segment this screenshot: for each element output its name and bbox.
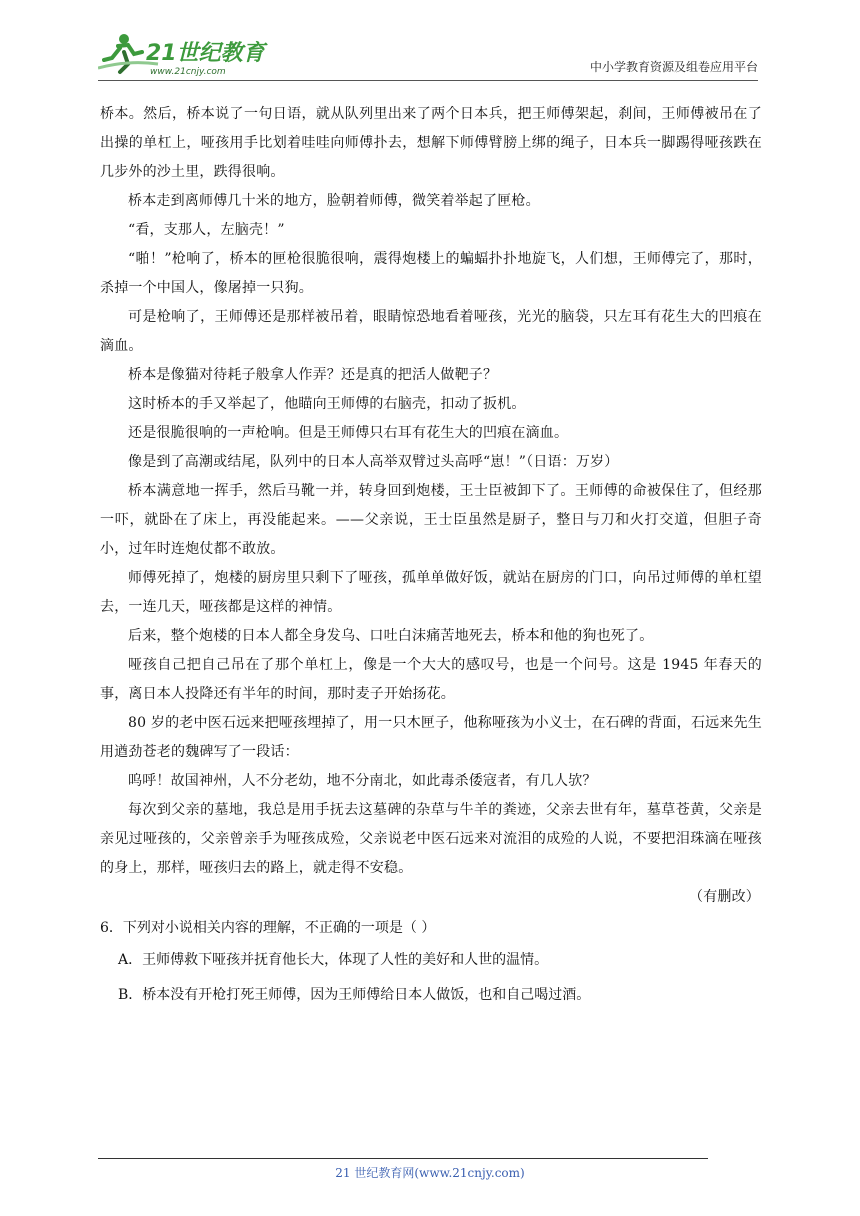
svg-text:21世纪教育: 21世纪教育 <box>146 41 265 66</box>
question-stem: 6．下列对小说相关内容的理解，不正确的一项是（ ） <box>100 920 436 936</box>
article-body <box>100 100 762 1013</box>
paragraph: 桥本走到离师傅几十米的地方，脸朝着师傅，微笑着举起了匣枪。 <box>128 193 540 209</box>
paragraph: 后来，整个炮楼的日本人都全身发乌、口吐白沫痛苦地死去，桥本和他的狗也死了。 <box>128 628 654 644</box>
paragraph: 哑孩自己把自己吊在了那个单杠上，像是一个大大的感叹号，也是一个问号。这是 1945 年春天的事，离日本人投降还有半年的时间，那时麦子开始扬花。 <box>100 657 762 702</box>
site-logo <box>98 30 268 78</box>
paragraph: 这时桥本的手又举起了，他瞄向王师傅的右脑壳，扣动了扳机。 <box>128 396 526 412</box>
paragraph: 80 岁的老中医石远来把哑孩埋掉了，用一只木匣子，他称哑孩为小义士，在石碑的背面，石远来先生用遒劲苍老的魏碑写了一段话： <box>100 715 762 760</box>
paragraph: 桥本。然后，桥本说了一句日语，就从队列里出来了两个日本兵，把王师傅架起，刹间，王师傅被吊在了出操的单杠上，哑孩用手比划着哇哇向师傅扑去，想解下师傅臂膀上绑的绳子，日本兵一脚踢得哑孩跌在几步外的沙土里，跌得很响。 <box>100 106 762 180</box>
option-b: B．桥本没有开枪打死王师傅，因为王师傅给日本人做饭，也和自己喝过酒。 <box>118 987 591 1003</box>
paragraph: “啪！”枪响了，桥本的匣枪很脆很响，震得炮楼上的蝙蝠扑扑地旋飞，人们想，王师傅完了，那时，杀掉一个中国人，像屠掉一只狗。 <box>100 251 762 296</box>
header-divider <box>98 80 758 81</box>
option-a: A．王师傅救下哑孩并抚育他长大，体现了人性的美好和人世的温情。 <box>118 952 549 968</box>
paragraph: 呜呼！故国神州，人不分老幼，地不分南北，如此毒杀倭寇者，有几人欤？ <box>128 773 597 789</box>
platform-title: 中小学教育资源及组卷应用平台 <box>589 60 758 74</box>
paragraph: 还是很脆很响的一声枪响。但是王师傅只右耳有花生大的凹痕在滴血。 <box>128 425 569 441</box>
paragraph: 像是到了高潮或结尾，队列中的日本人高举双臂过头高呼“崽！”（日语：万岁） <box>128 454 619 470</box>
footer-divider <box>98 1158 708 1159</box>
paragraph: 师傅死掉了，炮楼的厨房里只剩下了哑孩，孤单单做好饭，就站在厨房的门口，向吊过师傅的单杠望去，一连几天，哑孩都是这样的神情。 <box>100 570 762 615</box>
paragraph: 桥本是像猫对待耗子般拿人作弄？还是真的把活人做靶子？ <box>128 367 498 383</box>
paragraph: “看，支那人，左脑壳！” <box>128 222 285 238</box>
paragraph: 每次到父亲的墓地，我总是用手抚去这墓碑的杂草与牛羊的粪迹，父亲去世有年，墓草苍黄，父亲是亲见过哑孩的，父亲曾亲手为哑孩成殓，父亲说老中医石远来对流泪的成殓的人说，不要把泪珠滴在哑孩的身上，那样，哑孩归去的路上，就走得不安稳。 <box>100 802 762 876</box>
paragraph: 可是枪响了，王师傅还是那样被吊着，眼睛惊恐地看着哑孩，光光的脑袋，只左耳有花生大的凹痕在滴血。 <box>100 309 762 354</box>
svg-text:www.21cnjy.com: www.21cnjy.com <box>150 67 226 77</box>
page-header <box>98 30 758 80</box>
source-credit: （有删改） <box>689 889 760 905</box>
paragraph: 桥本满意地一挥手，然后马靴一并，转身回到炮楼，王士臣被卸下了。王师傅的命被保住了，但经那一吓，就卧在了床上，再没能起来。——父亲说，王士臣虽然是厨子，整日与刀和火打交道，但胆子奇小，过年时连炮仗都不敢放。 <box>100 483 762 557</box>
footer-site[interactable]: 21 世纪教育网(www.21cnjy.com) <box>335 1166 525 1180</box>
